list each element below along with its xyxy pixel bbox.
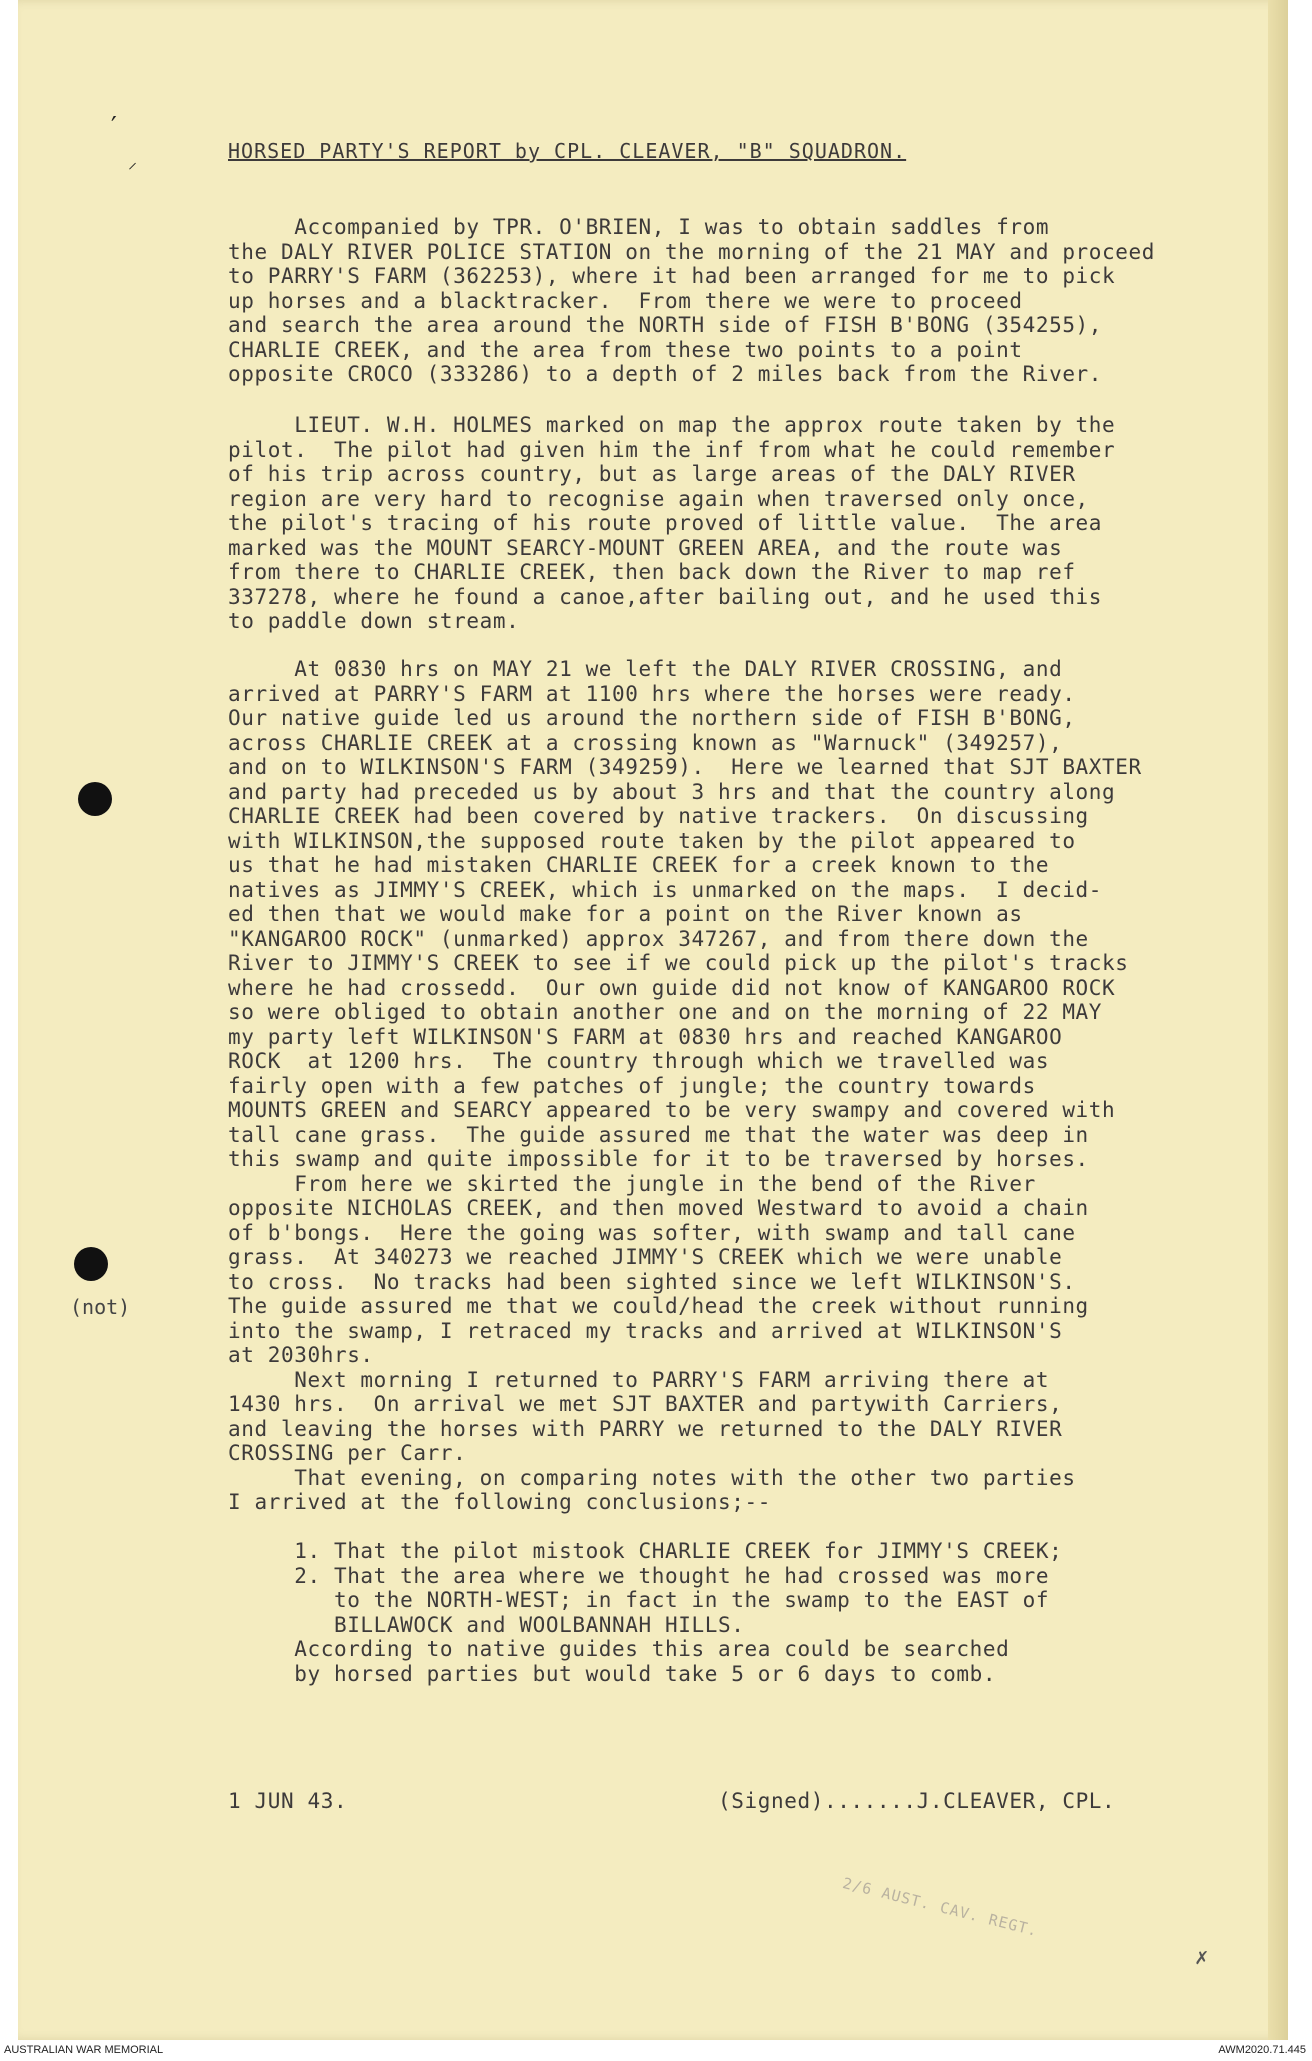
text-line: the pilot's tracing of his route proved of little value. The area xyxy=(228,511,1103,535)
unit-stamp: 2/6 AUST. CAV. REGT. xyxy=(840,1873,1040,1941)
text-line: CHARLIE CREEK had been covered by native trackers. On discussing xyxy=(228,804,1089,828)
paragraph-1 xyxy=(228,215,1258,387)
text-line: That evening, on comparing notes with the other two parties xyxy=(228,1465,1076,1490)
check-mark: ✗ xyxy=(1195,1945,1209,1970)
text-line: natives as JIMMY'S CREEK, which is unmarked on the maps. I decid- xyxy=(228,877,1103,902)
text-line: and search the area around the NORTH side of FISH B'BONG (354255), xyxy=(228,313,1103,337)
report-heading: HORSED PARTY'S REPORT by CPL. CLEAVER, "B" SQUADRON. xyxy=(228,139,907,163)
text-line: opposite CROCO (333286) to a depth of 2 miles back from the River. xyxy=(228,362,1103,386)
text-line: of his trip across country, but as large areas of the DALY RIVER xyxy=(228,462,1076,486)
text-line: 2. That the area where we thought he had crossed was more xyxy=(228,1563,1050,1588)
text-line: BILLAWOCK and WOOLBANNAH HILLS. xyxy=(228,1612,745,1637)
text-line: tall cane grass. The guide assured me that the water was deep in xyxy=(228,1122,1089,1147)
text-line: and party had preceded us by about 3 hrs and that the country along xyxy=(228,779,1116,804)
text-line: where he had crossedd. Our own guide did not know of KANGAROO ROCK xyxy=(228,975,1116,1000)
text-line: grass. At 340273 we reached JIMMY'S CREEK which we were unable xyxy=(228,1245,1063,1269)
text-line: with WILKINSON,the supposed route taken by the pilot appeared to xyxy=(228,828,1076,853)
text-line: from there to CHARLIE CREEK, then back down the River to map ref xyxy=(228,560,1076,584)
tick-mark: ⸝ xyxy=(128,152,137,173)
text-line: 337278, where he found a canoe,after bailing out, and he used this xyxy=(228,584,1103,609)
text-line: to cross. No tracks had been sighted since we left WILKINSON'S. xyxy=(228,1269,1076,1294)
margin-note: (not) xyxy=(70,1295,131,1319)
text-line: of b'bongs. Here the going was softer, with swamp and tall cane xyxy=(228,1220,1076,1245)
text-line: The guide assured me that we could/head the creek without running xyxy=(228,1294,1089,1318)
text-line: CHARLIE CREEK, and the area from these two points to a point xyxy=(228,337,1023,362)
text-line: ed then that we would make for a point on the River known as xyxy=(228,902,1023,926)
text-line: "KANGAROO ROCK" (unmarked) approx 347267, and from there down the xyxy=(228,926,1089,951)
text-line: ROCK at 1200 hrs. The country through which we travelled was xyxy=(228,1049,1050,1073)
text-line: to the NORTH-WEST; in fact in the swamp to the EAST of xyxy=(228,1588,1050,1612)
text-line xyxy=(228,1515,1258,1540)
text-line: I arrived at the following conclusions;-- xyxy=(228,1490,771,1514)
text-line: At 0830 hrs on MAY 21 we left the DALY RIVER CROSSING, and xyxy=(228,657,1063,681)
text-line: opposite NICHOLAS CREEK, and then moved Westward to avoid a chain xyxy=(228,1196,1089,1220)
text-line: by horsed parties but would take 5 or 6 days to comb. xyxy=(228,1661,997,1686)
text-line: 1. That the pilot mistook CHARLIE CREEK for JIMMY'S CREEK; xyxy=(228,1539,1063,1563)
footer-catalog-id: AWM2020.71.445 xyxy=(1218,2044,1306,2056)
text-line: at 2030hrs. xyxy=(228,1343,374,1367)
punch-hole-bottom xyxy=(74,1247,108,1281)
text-line: arrived at PARRY'S FARM at 1100 hrs where the horses were ready. xyxy=(228,681,1076,706)
report-date: 1 JUN 43. xyxy=(228,1789,348,1813)
ink-mark: ′ xyxy=(106,112,122,142)
text-line: Next morning I returned to PARRY'S FARM arriving there at xyxy=(228,1367,1050,1392)
text-line: and on to WILKINSON'S FARM (349259). Here we learned that SJT BAXTER xyxy=(228,755,1142,779)
text-line: and leaving the horses with PARRY we returned to the DALY RIVER xyxy=(228,1416,1063,1441)
text-line: across CHARLIE CREEK at a crossing known as "Warnuck" (349257), xyxy=(228,730,1063,755)
text-line: this swamp and quite impossible for it to be traversed by horses. xyxy=(228,1147,1089,1171)
page-edge xyxy=(1268,0,1288,2040)
signature-line: (Signed).......J.CLEAVER, CPL. xyxy=(718,1789,1116,1813)
text-line: up horses and a blacktracker. From there we were to proceed xyxy=(228,288,1023,313)
text-line: From here we skirted the jungle in the bend of the River xyxy=(228,1171,1036,1196)
text-line: fairly open with a few patches of jungle; the country towards xyxy=(228,1073,1036,1098)
text-line: 1430 hrs. On arrival we met SJT BAXTER and partywith Carriers, xyxy=(228,1392,1063,1416)
text-line: so were obliged to obtain another one and on the morning of 22 MAY xyxy=(228,1000,1103,1024)
paragraph-3 xyxy=(228,657,1258,1686)
text-line: to PARRY'S FARM (362253), where it had been arranged for me to pick xyxy=(228,264,1116,288)
text-line: region are very hard to recognise again when traversed only once, xyxy=(228,486,1089,511)
text-line: According to native guides this area could be searched xyxy=(228,1637,1010,1661)
text-line: marked was the MOUNT SEARCY-MOUNT GREEN AREA, and the route was xyxy=(228,535,1063,560)
text-line: Accompanied by TPR. O'BRIEN, I was to obtain saddles from xyxy=(228,215,1050,239)
text-line: my party left WILKINSON'S FARM at 0830 hrs and reached KANGAROO xyxy=(228,1024,1063,1049)
text-line: Our native guide led us around the northern side of FISH B'BONG, xyxy=(228,706,1076,730)
text-line: River to JIMMY'S CREEK to see if we could pick up the pilot's tracks xyxy=(228,951,1129,975)
punch-hole-top xyxy=(78,782,112,816)
text-line: pilot. The pilot had given him the inf from what he could remember xyxy=(228,437,1116,462)
text-line: us that he had mistaken CHARLIE CREEK for a creek known to the xyxy=(228,853,1050,877)
footer-archive-name: AUSTRALIAN WAR MEMORIAL xyxy=(4,2044,164,2056)
text-line: MOUNTS GREEN and SEARCY appeared to be very swampy and covered with xyxy=(228,1098,1116,1122)
text-line: CROSSING per Carr. xyxy=(228,1441,467,1465)
text-line: into the swamp, I retraced my tracks and arrived at WILKINSON'S xyxy=(228,1318,1063,1343)
text-line: to paddle down stream. xyxy=(228,609,520,633)
text-line: LIEUT. W.H. HOLMES marked on map the approx route taken by the xyxy=(228,413,1116,437)
paragraph-2 xyxy=(228,413,1258,634)
text-line: the DALY RIVER POLICE STATION on the morning of the 21 MAY and proceed xyxy=(228,239,1156,264)
